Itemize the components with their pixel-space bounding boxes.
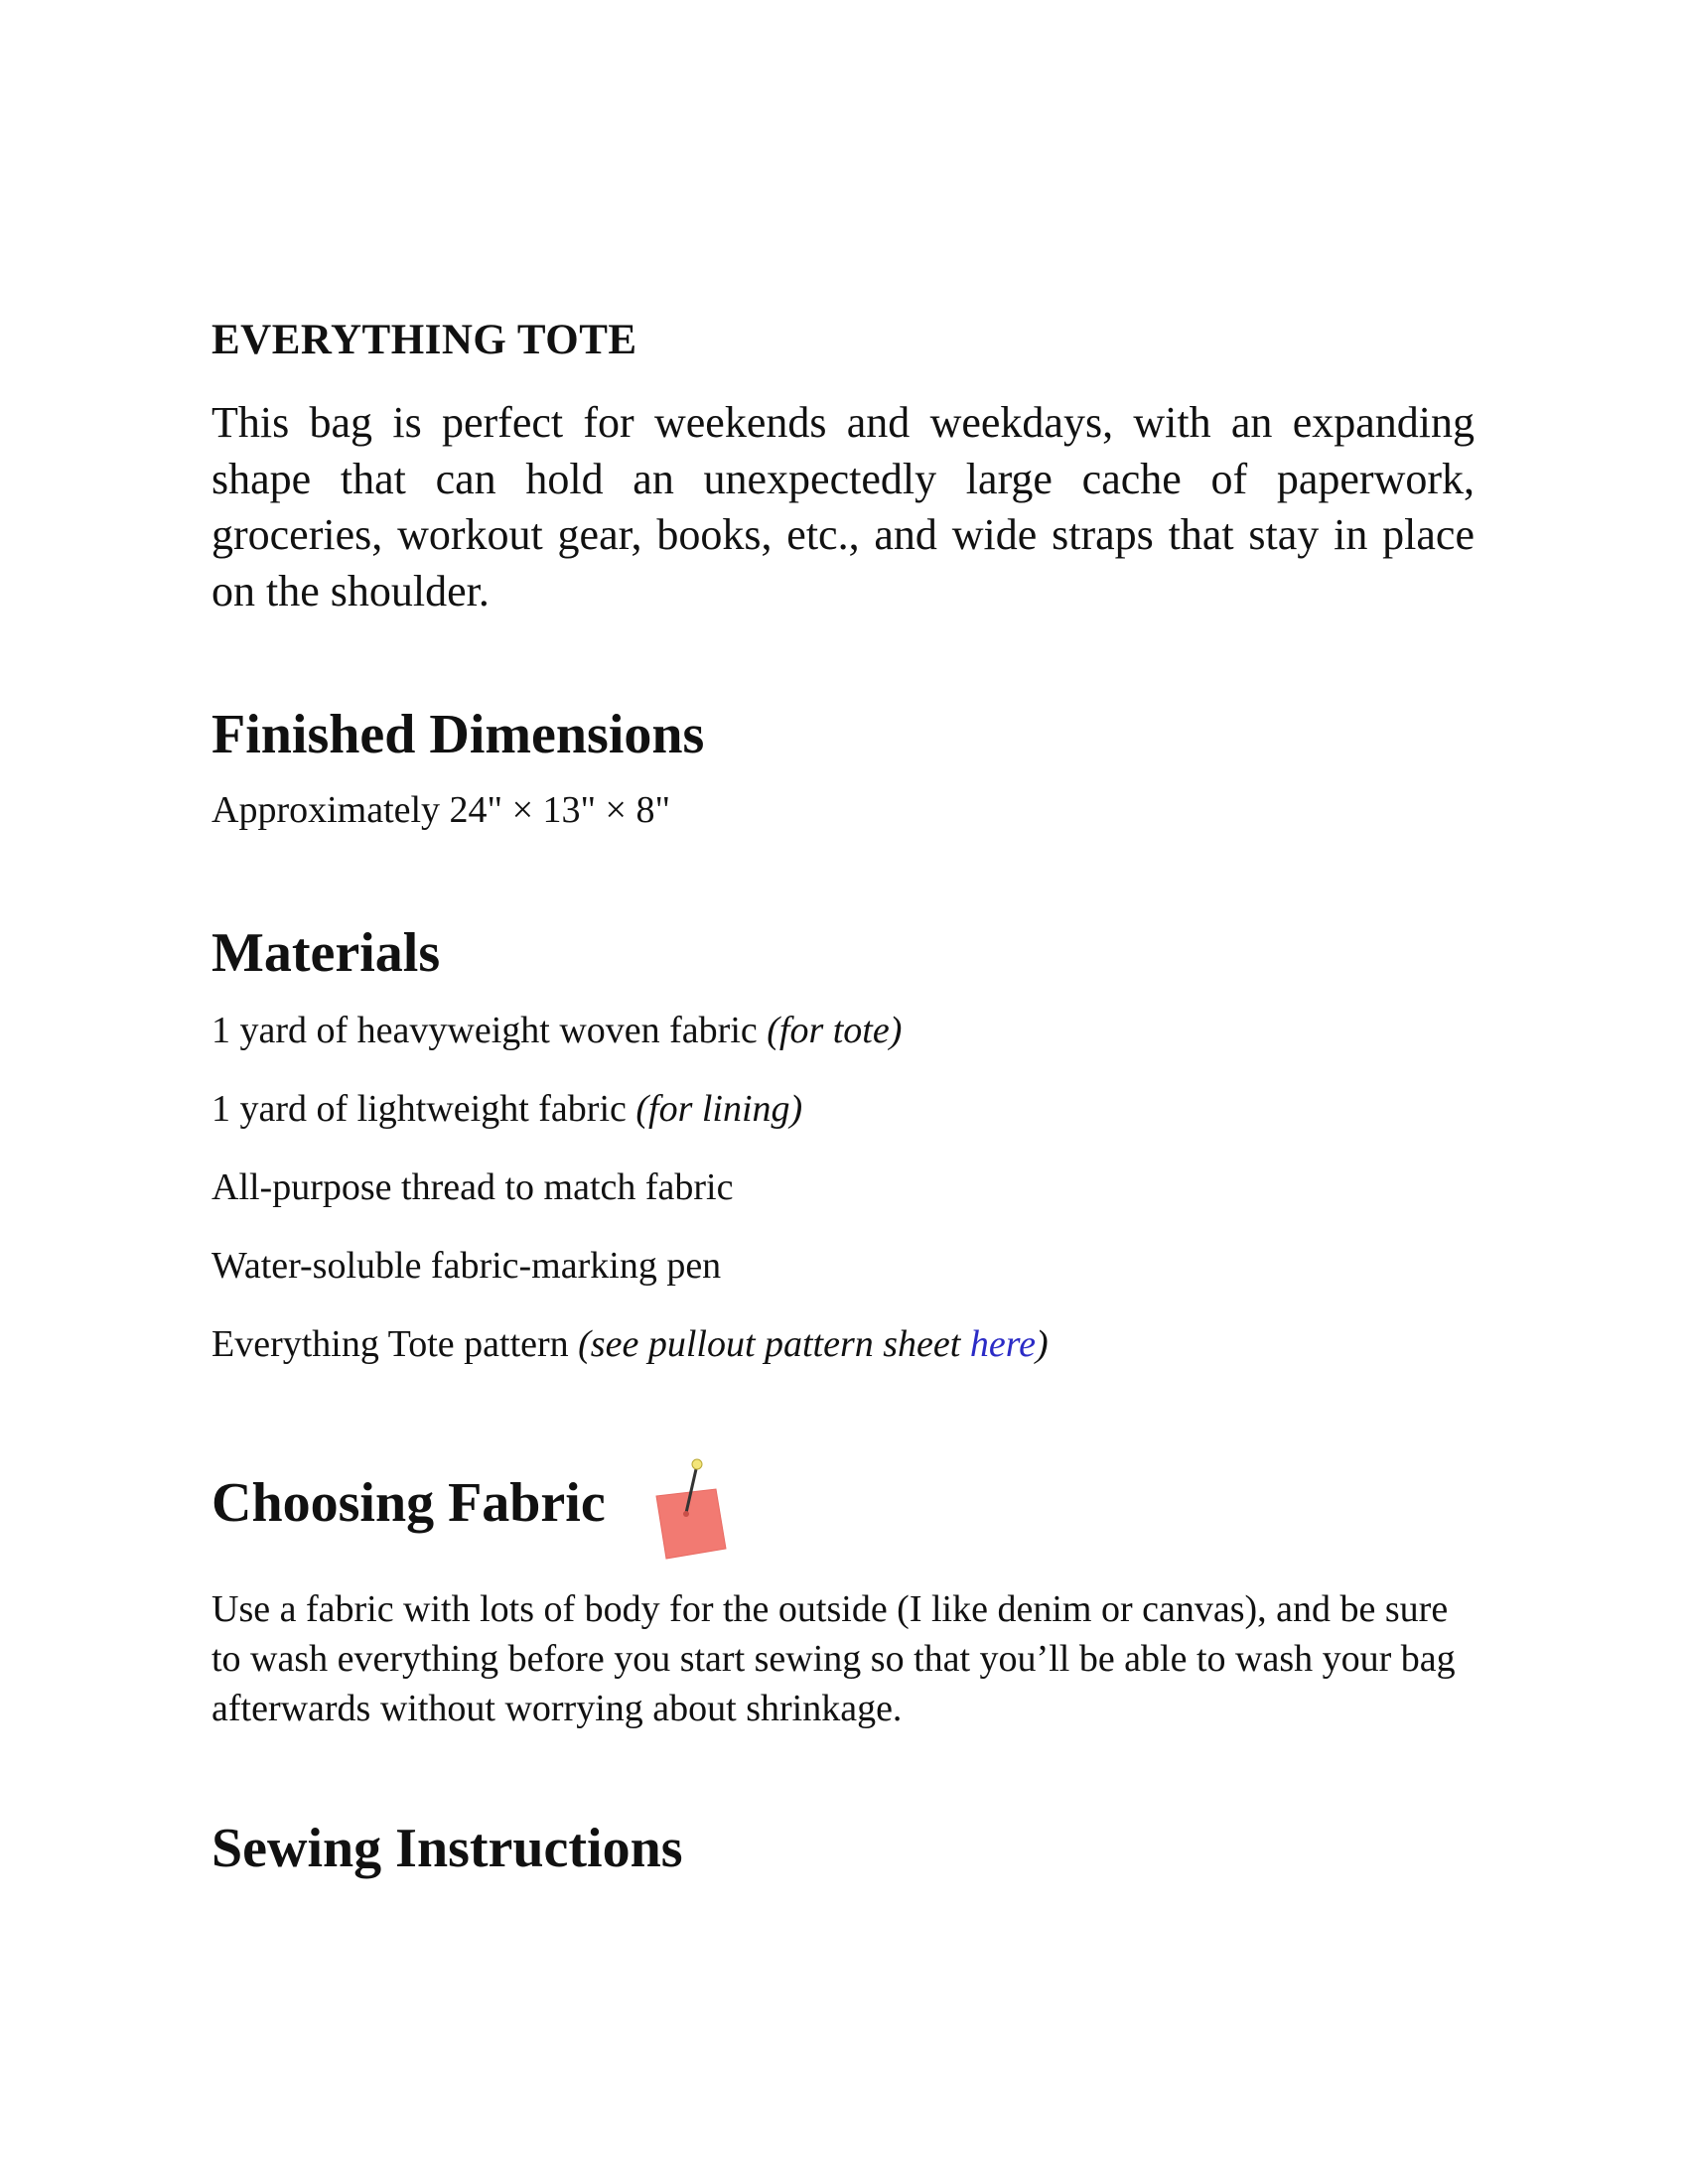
materials-item-text: All-purpose thread to match fabric bbox=[211, 1166, 734, 1208]
materials-item-text: 1 yard of lightweight fabric bbox=[211, 1088, 636, 1130]
materials-heading: Materials bbox=[211, 922, 441, 984]
materials-item-note-end: ) bbox=[1035, 1323, 1049, 1365]
materials-item bbox=[211, 1087, 802, 1131]
dimensions-text: Approximately 24" × 13" × 8" bbox=[211, 789, 670, 831]
choosing-fabric-text: Use a fabric with lots of body for the outside (I like denim or canvas), and be sure to wash everything before you start sewing so that you’ll be able to wash your bag afterwards without worrying about shrinkage. bbox=[211, 1588, 1456, 1729]
materials-item bbox=[211, 1322, 1049, 1366]
dimensions-heading: Finished Dimensions bbox=[211, 704, 705, 765]
materials-item bbox=[211, 1244, 721, 1288]
choosing-fabric-heading: Choosing Fabric bbox=[211, 1472, 606, 1534]
materials-item-text: Everything Tote pattern bbox=[211, 1323, 579, 1365]
intro-paragraph: This bag is perfect for weekends and weekdays, with an expanding shape that can hold an unexpectedly large cache of paperwork, groceries, workout gear, books, etc., and wide straps that stay in place on the shoulder. bbox=[211, 398, 1475, 615]
materials-item-text: Water-soluble fabric-marking pen bbox=[211, 1245, 722, 1287]
materials-item bbox=[211, 1165, 733, 1209]
materials-item-text: 1 yard of heavyweight woven fabric bbox=[211, 1010, 768, 1051]
materials-item-note: (for tote) bbox=[767, 1010, 903, 1051]
sewing-instructions-heading: Sewing Instructions bbox=[211, 1818, 683, 1879]
materials-item-note: (see pullout pattern sheet bbox=[578, 1323, 970, 1365]
document-title: EVERYTHING TOTE bbox=[211, 317, 637, 363]
materials-item bbox=[211, 1009, 902, 1052]
materials-item-note: (for lining) bbox=[635, 1088, 803, 1130]
pattern-sheet-link[interactable]: here bbox=[969, 1323, 1036, 1365]
fabric-swatch-pin-icon bbox=[638, 1451, 738, 1566]
